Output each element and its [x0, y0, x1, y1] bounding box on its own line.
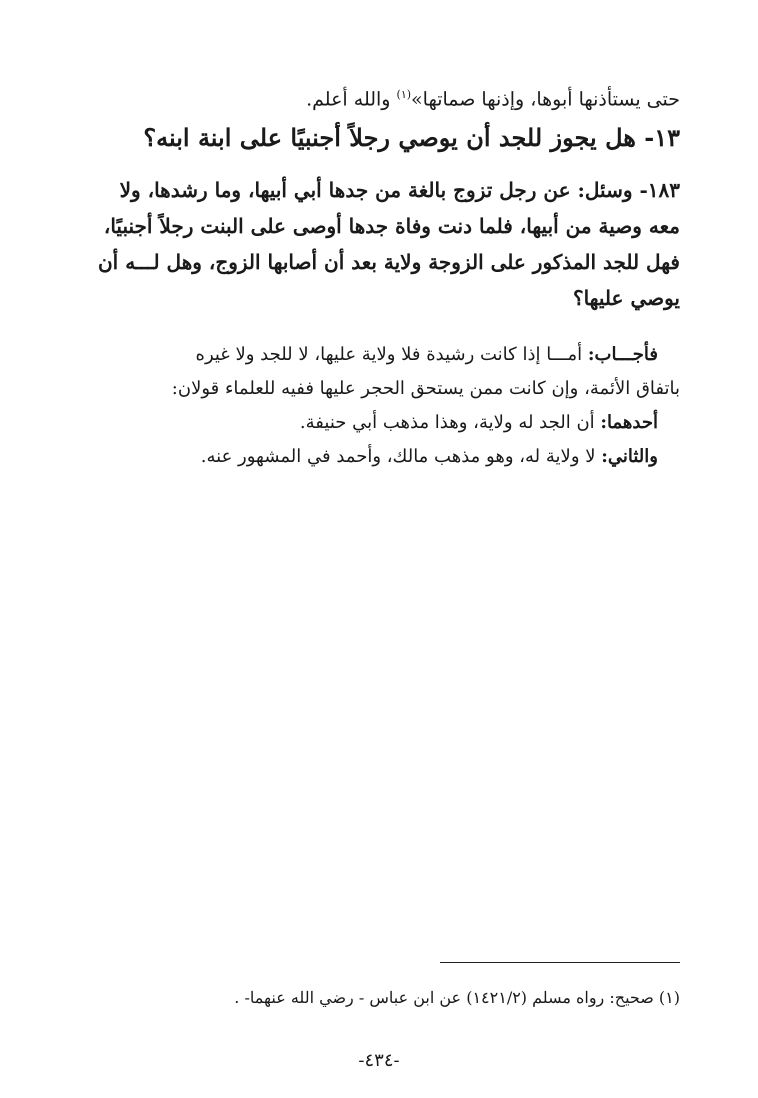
question-paragraph — [74, 172, 680, 316]
answer-first-opinion — [74, 406, 680, 440]
footnote-divider — [440, 962, 680, 963]
first-opinion-text: أن الجد له ولاية، وهذا مذهب أبي حنيفة. — [299, 412, 601, 433]
question-line-2: معه وصية من أبيها، فلما دنت وفاة جدها أوصى على البنت رجلاً أجنبيًا، — [103, 214, 680, 238]
answer-paragraph — [74, 338, 680, 474]
page-number: -٤٣٤- — [358, 1050, 400, 1071]
section-heading: ١٣- هل يجوز للجد أن يوصي رجلاً أجنبيًا على ابنة ابنه؟ — [143, 123, 680, 152]
second-opinion-lead: والثاني: — [601, 446, 658, 467]
question-line-3: فهل للجد المذكور على الزوجة ولاية بعد أن أصابها الزوج، وهل لـــه أن — [97, 250, 680, 274]
question-line-1: ١٨٣- وسئل: عن رجل تزوج بالغة من جدها أبي أبيها، وما رشدها، ولا — [119, 178, 680, 202]
answer-line-2: باتفاق الأئمة، وإن كانت ممن يستحق الحجر عليها ففيه للعلماء قولان: — [171, 378, 680, 399]
opening-text — [74, 78, 680, 116]
opening-quote: حتى يستأذنها أبوها، وإذنها صماتها» — [411, 88, 680, 111]
answer-line-1-text: أمـــا إذا كانت رشيدة فلا ولاية عليها، لا للجد ولا غيره — [195, 344, 588, 365]
second-opinion-text: لا ولاية له، وهو مذهب مالك، وأحمد في المشهور عنه. — [200, 446, 602, 467]
footnote-reference: (١) — [396, 88, 412, 101]
answer-lead: فأجـــاب: — [587, 344, 658, 365]
question-line-4: يوصي عليها؟ — [572, 286, 680, 310]
first-opinion-lead: أحدهما: — [600, 412, 658, 433]
answer-second-opinion — [74, 440, 680, 474]
opening-line — [74, 78, 680, 116]
answer-line-1 — [74, 338, 680, 372]
opening-tail: والله أعلم. — [306, 88, 397, 111]
footnote: (١) صحيح: رواه مسلم (١٤٢١/٢) عن ابن عباس - رضي الله عنهما- . — [234, 988, 680, 1007]
